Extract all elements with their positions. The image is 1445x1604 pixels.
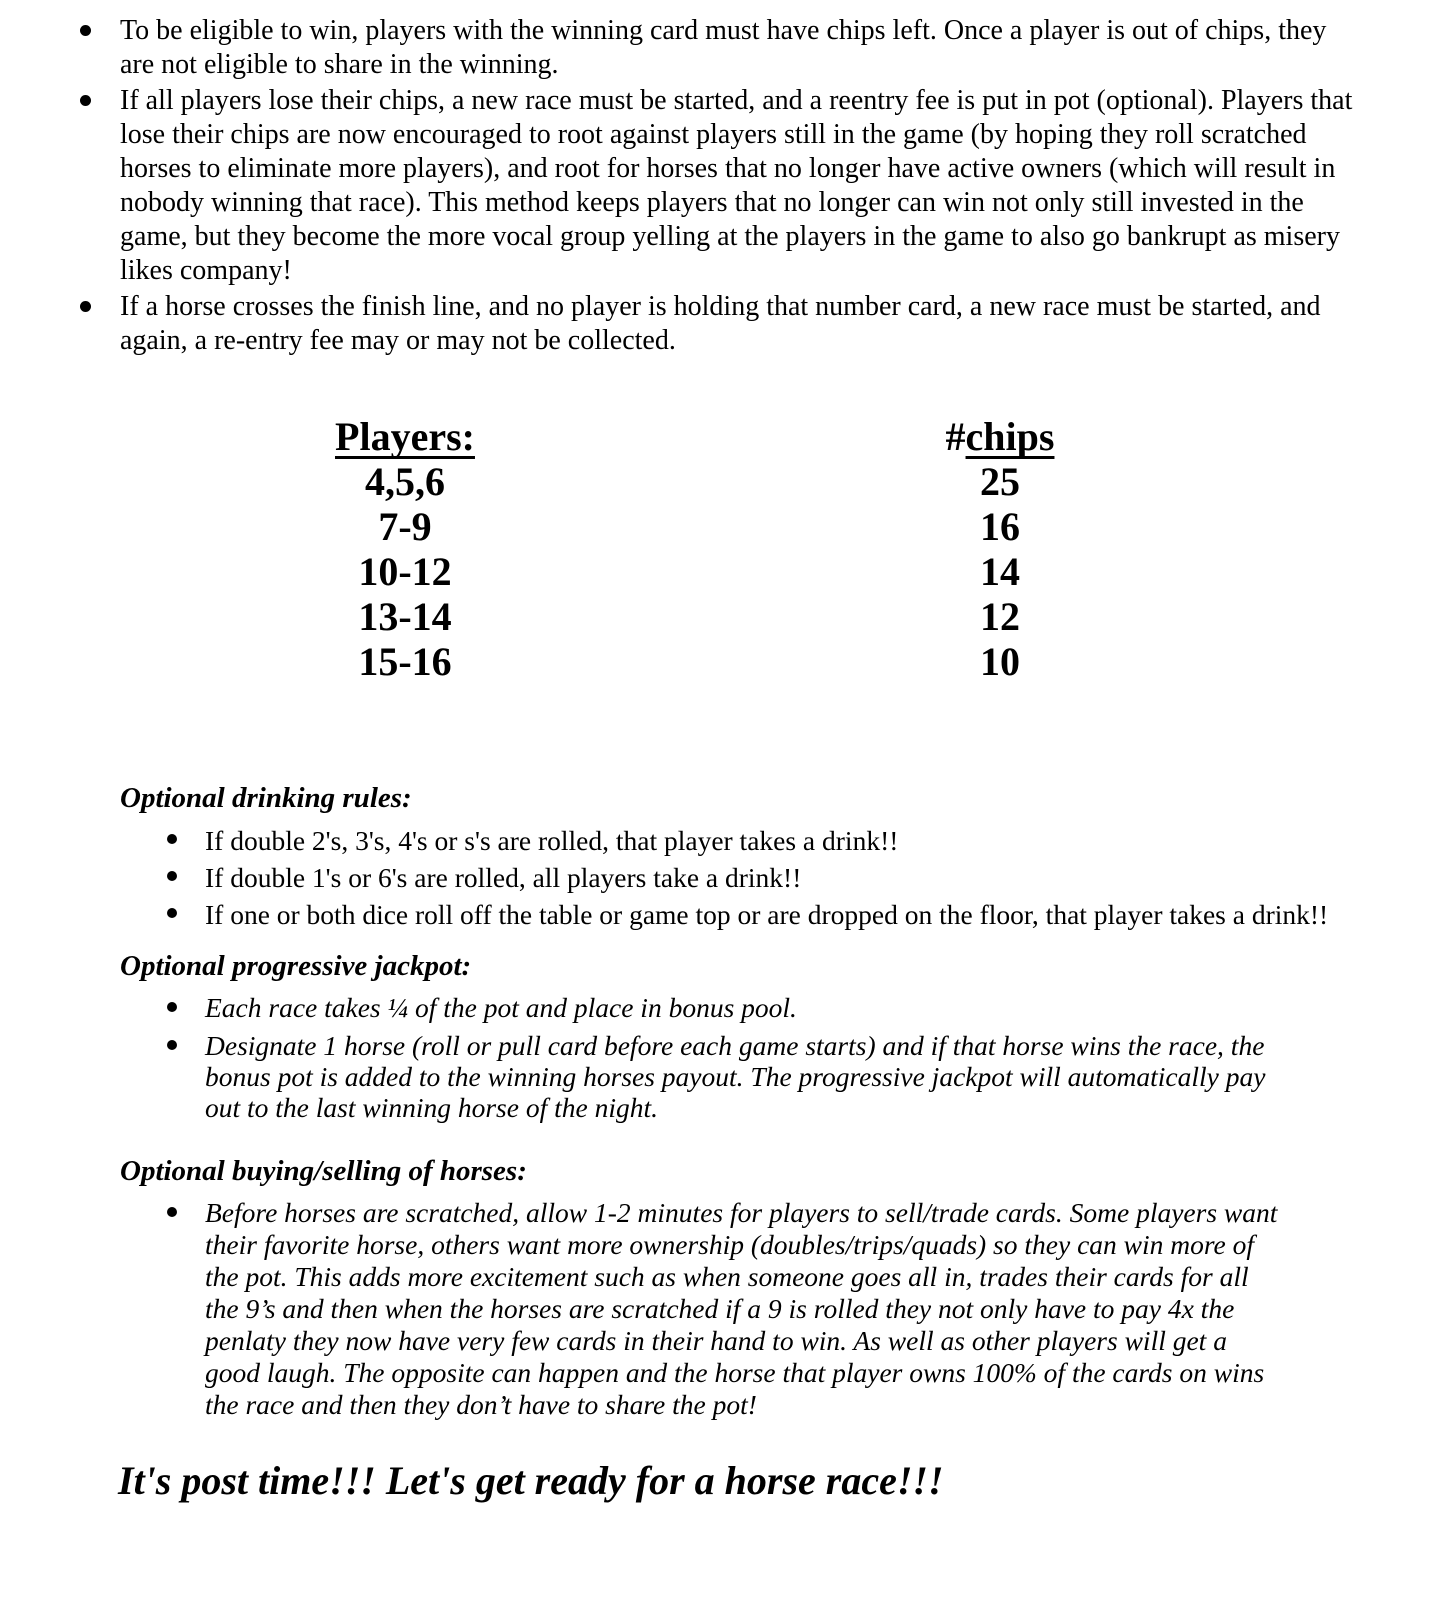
intro-rules-list (0, 14, 1445, 358)
drinking-rules-section (120, 780, 1445, 932)
rule-text: Designate 1 horse (roll or pull card before each game starts) and if that horse wins the race, the bonus pot is added to the winning horses payout. The progressive jackpot will automatically pay out to the last winning horse of the night. (205, 1030, 1266, 1123)
chips-table (0, 414, 1445, 684)
players-cell: 15-16 (358, 639, 452, 684)
chips-cell: 14 (980, 549, 1020, 594)
bullet-icon (167, 908, 177, 918)
drinking-rules-heading: Optional drinking rules: (120, 782, 412, 814)
bullet-icon (167, 1207, 177, 1217)
chips-cell: 16 (980, 504, 1020, 549)
chips-column (875, 414, 1125, 684)
players-cell: 4,5,6 (365, 459, 445, 504)
rule-item (205, 898, 1445, 932)
chips-cell: 12 (980, 594, 1020, 639)
bullet-icon (167, 1040, 177, 1050)
progressive-jackpot-list (120, 992, 1445, 1123)
rule-text: If all players lose their chips, a new race must be started, and a reentry fee is put in pot (optional). Players that lose their chips are now encouraged to root against players still in the game (by hoping they roll scratched horses to eliminate more players), and root for horses that no longer have active owners (which will result in nobody winning that race). This method keeps players that no longer can win not only still invested in the game, but they become the more vocal group yelling at the players in the game to also go bankrupt as misery likes company! (120, 85, 1353, 286)
bullet-icon (167, 871, 177, 881)
chips-header: #chips (945, 414, 1055, 459)
rule-item (205, 992, 1280, 1023)
rule-text: If a horse crosses the finish line, and no player is holding that number card, a new race must be started, and again, a re-entry fee may or may not be collected. (120, 291, 1321, 356)
rule-text: To be eligible to win, players with the winning card must have chips left. Once a player is out of chips, they are not eligible to share in the winning. (120, 15, 1327, 80)
progressive-jackpot-section (120, 948, 1445, 1123)
progressive-jackpot-heading: Optional progressive jackpot: (120, 950, 472, 982)
buying-selling-list (120, 1197, 1445, 1421)
players-header: Players: (335, 414, 475, 459)
buying-selling-section (120, 1153, 1445, 1421)
chips-cell: 25 (980, 459, 1020, 504)
bullet-icon (167, 1002, 177, 1012)
bullet-icon (80, 301, 91, 312)
rule-item (205, 824, 1445, 858)
players-cell: 13-14 (358, 594, 452, 639)
bullet-icon (80, 25, 91, 36)
rule-item (205, 861, 1445, 895)
rule-item (120, 14, 1358, 82)
rule-item (120, 84, 1358, 288)
players-cell: 10-12 (358, 549, 452, 594)
optional-sections (120, 780, 1445, 1421)
bullet-icon (80, 95, 91, 106)
players-column (280, 414, 530, 684)
rule-text: Before horses are scratched, allow 1-2 minutes for players to sell/trade cards. Some players want their favorite horse, others want more ownership (doubles/trips/quads) so they can win more of the pot. This adds more excitement such as when someone goes all in, trades their cards for all the 9’s and then when the horses are scratched if a 9 is rolled they not only have to pay 4x the penlaty they now have very few cards in their hand to win. As well as other players will get a good laugh. The opposite can happen and the horse that player owns 100% of the cards on wins the race and then they don’t have to share the pot! (205, 1197, 1278, 1420)
players-cell: 7-9 (378, 504, 432, 549)
rule-item (205, 1197, 1280, 1421)
rule-item (205, 1030, 1280, 1123)
closing-line: It's post time!!! Let's get ready for a horse race!!! (118, 1458, 944, 1503)
rule-item (120, 290, 1358, 358)
buying-selling-heading: Optional buying/selling of horses: (120, 1155, 527, 1187)
rule-text: Each race takes ¼ of the pot and place in bonus pool. (205, 992, 797, 1023)
rule-text: If one or both dice roll off the table or game top or are dropped on the floor, that player takes a drink!! (205, 899, 1329, 930)
chips-cell: 10 (980, 639, 1020, 684)
drinking-rules-list (120, 824, 1445, 932)
rule-text: If double 1's or 6's are rolled, all players take a drink!! (205, 862, 802, 893)
bullet-icon (167, 834, 177, 844)
rule-text: If double 2's, 3's, 4's or s's are rolled, that player takes a drink!! (205, 825, 899, 856)
